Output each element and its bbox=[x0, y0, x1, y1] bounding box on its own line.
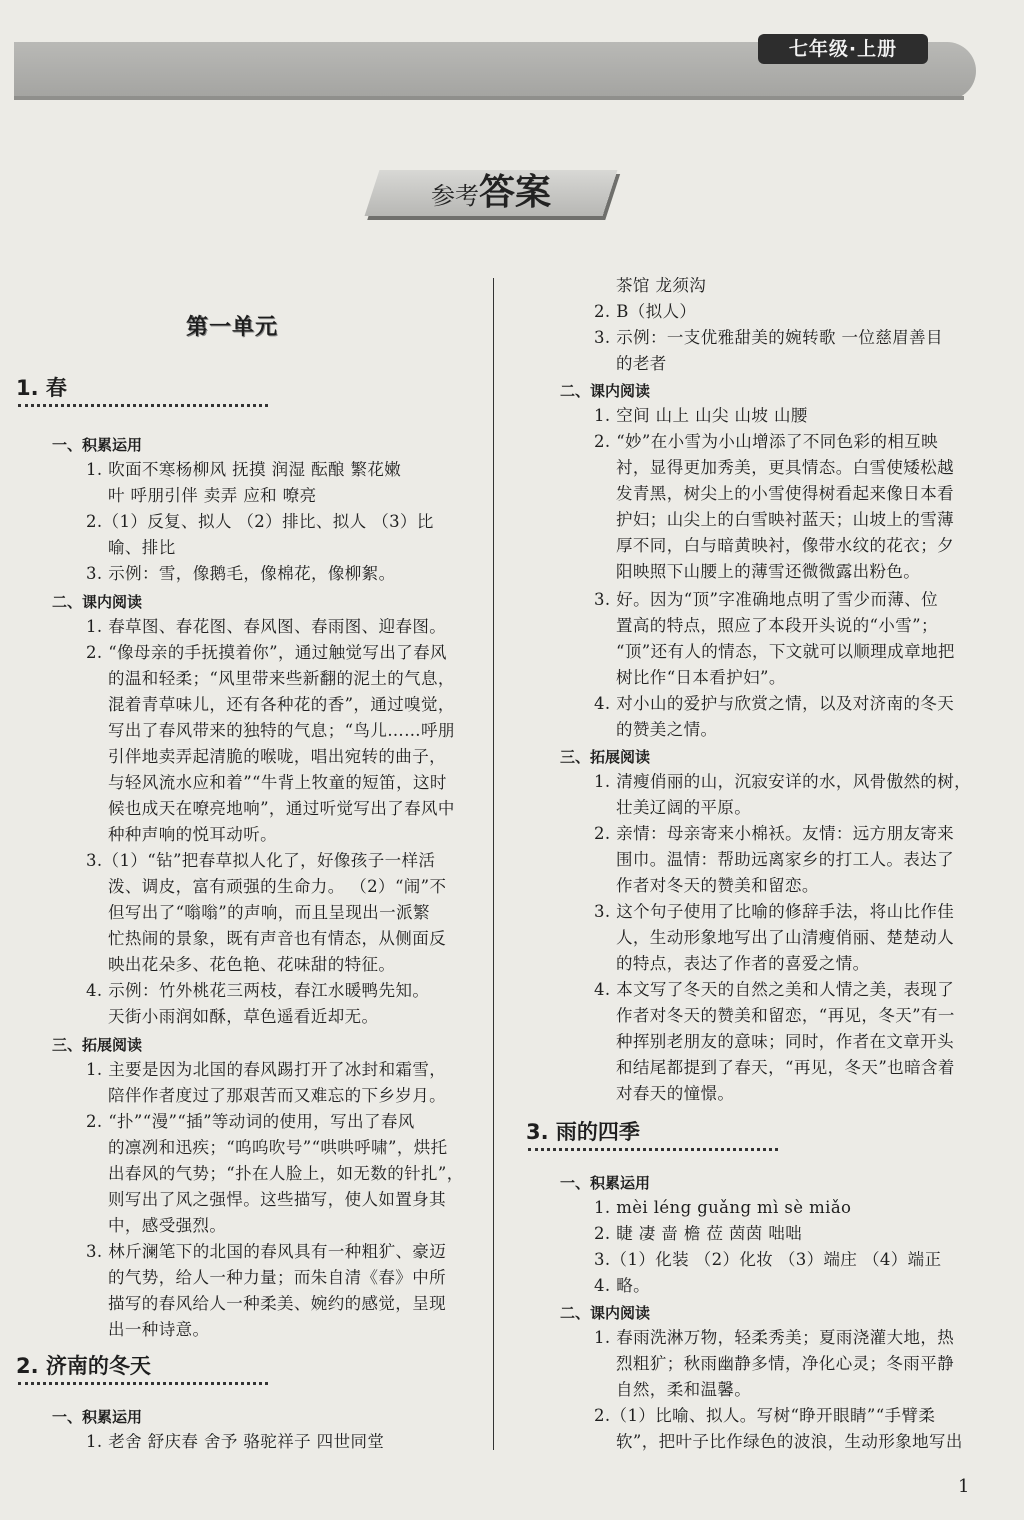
answer-line: 护妇；山尖上的白雪映衬蓝天；山坡上的雪薄 bbox=[616, 510, 954, 529]
answer-line: 衬，显得更加秀美，更具情态。白雪使矮松越 bbox=[616, 458, 954, 477]
answer-line: 1. 春雨洗淋万物，轻柔秀美；夏雨浇灌大地，热 bbox=[594, 1328, 955, 1347]
answer-line: 描写的春风给人一种柔美、婉约的感觉，呈现 bbox=[108, 1294, 446, 1313]
unit-title: 第一单元 bbox=[186, 315, 279, 340]
answer-line: 的温和轻柔；“风里带来些新翻的泥土的气息， bbox=[108, 669, 455, 688]
answer-line: 候也成天在嘹亮地响”，通过听觉写出了春风中 bbox=[108, 799, 455, 818]
answer-line: 的气势，给人一种力量；而朱自清《春》中所 bbox=[108, 1268, 446, 1287]
answer-line: 4. 对小山的爱护与欣赏之情，以及对济南的冬天 bbox=[594, 694, 955, 713]
answer-line: 茶馆 龙须沟 bbox=[616, 276, 707, 295]
answer-line: 围巾。温情：帮助远离家乡的打工人。表达了 bbox=[616, 850, 954, 869]
answer-line: 作者对冬天的赞美和留恋。 bbox=[616, 876, 819, 895]
answer-line: 泼、调皮，富有顽强的生命力。 （2）“闹”不 bbox=[108, 877, 447, 896]
section-heading: 二、课内阅读 bbox=[560, 1304, 651, 1322]
answer-line: 2. “扑”“漫”“插”等动词的使用，写出了春风 bbox=[86, 1112, 415, 1131]
section-heading: 三、拓展阅读 bbox=[52, 1036, 143, 1054]
answer-line: 2.（1）反复、拟人 （2）排比、拟人 （3）比 bbox=[86, 512, 434, 531]
answer-line: 写出了春风带来的独特的气息；“鸟儿……呼朋 bbox=[108, 721, 455, 740]
lesson-title: 3. 雨的四季 bbox=[526, 1120, 640, 1144]
answer-line: 3. 示例：雪，像鹅毛，像棉花，像柳絮。 bbox=[86, 564, 396, 583]
answer-line: 对春天的憧憬。 bbox=[616, 1084, 735, 1103]
answer-line: “顶”还有人的情态，下文就可以顺理成章地把 bbox=[616, 642, 955, 661]
answer-line: 的凛冽和迅疾；“呜呜吹号”“哄哄呼啸”，烘托 bbox=[108, 1138, 448, 1157]
answer-line: 发青黑，树尖上的小雪使得树看起来像日本看 bbox=[616, 484, 954, 503]
answer-line: 1. 空间 山上 山尖 山坡 山腰 bbox=[594, 406, 808, 425]
answer-line: 3. 林斤澜笔下的北国的春风具有一种粗犷、豪迈 bbox=[86, 1242, 447, 1261]
answer-line: 自然，柔和温馨。 bbox=[616, 1380, 752, 1399]
answer-line: 2. “像母亲的手抚摸着你”，通过触觉写出了春风 bbox=[86, 643, 447, 662]
answer-line: 3. 好。因为“顶”字准确地点明了雪少而薄、位 bbox=[594, 590, 939, 609]
answer-line: 烈粗犷；秋雨幽静多情，净化心灵；冬雨平静 bbox=[616, 1354, 954, 1373]
answer-line: 喻、排比 bbox=[108, 538, 176, 557]
answer-line: 的赞美之情。 bbox=[616, 720, 718, 739]
answer-line: 1. 清瘦俏丽的山，沉寂安详的水，风骨傲然的树， bbox=[594, 772, 972, 791]
answer-line: 2. “妙”在小雪为小山增添了不同色彩的相互映 bbox=[594, 432, 939, 451]
answer-line: 厚不同，白与暗黄映衬，像带水纹的花衣；夕 bbox=[616, 536, 954, 555]
answer-line: 映出花朵多、花色艳、花味甜的特征。 bbox=[108, 955, 396, 974]
answer-line: 2. B（拟人） bbox=[594, 302, 697, 321]
answer-line: 则写出了风之强悍。这些描写，使人如置身其 bbox=[108, 1190, 446, 1209]
section-heading: 二、课内阅读 bbox=[52, 593, 143, 611]
answer-line: 3.（1）化装 （2）化妆 （3）端庄 （4）端正 bbox=[594, 1250, 942, 1269]
title-dots bbox=[18, 404, 268, 407]
answer-line: 2. 睫 凄 啬 檐 莅 茵茵 咄咄 bbox=[594, 1224, 803, 1243]
answer-line: 3. 这个句子使用了比喻的修辞手法，将山比作佳 bbox=[594, 902, 955, 921]
answer-line: 2.（1）比喻、拟人。写树“睁开眼睛”“手臂柔 bbox=[594, 1406, 936, 1425]
grade-label: 七年级·上册 bbox=[758, 34, 928, 64]
answer-line: 的特点，表达了作者的喜爱之情。 bbox=[616, 954, 870, 973]
answer-title bbox=[372, 170, 610, 216]
section-heading: 一、积累运用 bbox=[560, 1174, 651, 1192]
answer-line: 中，感受强烈。 bbox=[108, 1216, 227, 1235]
answer-line: 3. 示例：一支优雅甜美的婉转歌 一位慈眉善目 bbox=[594, 328, 943, 347]
answer-line: 壮美辽阔的平原。 bbox=[616, 798, 752, 817]
answer-line: 阳映照下山腰上的薄雪还微微露出粉色。 bbox=[616, 562, 921, 581]
section-heading: 三、拓展阅读 bbox=[560, 748, 651, 766]
answer-line: 3.（1）“钻”把春草拟人化了，好像孩子一样活 bbox=[86, 851, 436, 870]
answer-line: 作者对冬天的赞美和留恋，“再见，冬天”有一 bbox=[616, 1006, 955, 1025]
page-number: 1 bbox=[958, 1476, 970, 1497]
answer-line: 陪伴作者度过了那艰苦而又难忘的下乡岁月。 bbox=[108, 1086, 446, 1105]
answer-line: 的老者 bbox=[616, 354, 667, 373]
section-heading: 二、课内阅读 bbox=[560, 382, 651, 400]
answer-line: 4. 略。 bbox=[594, 1276, 650, 1295]
answer-line: 1. 吹面不寒杨柳风 抚摸 润湿 酝酿 繁花嫩 bbox=[86, 460, 402, 479]
answer-line: 1. 主要是因为北国的春风踢打开了冰封和霜雪， bbox=[86, 1060, 447, 1079]
answer-line: 忙热闹的景象，既有声音也有情态，从侧面反 bbox=[108, 929, 446, 948]
answer-line: 和结尾都提到了春天，“再见，冬天”也暗含着 bbox=[616, 1058, 955, 1077]
answer-line: 软”，把叶子比作绿色的波浪，生动形象地写出 bbox=[616, 1432, 963, 1451]
title-dots bbox=[18, 1382, 268, 1385]
title-dots bbox=[528, 1148, 778, 1151]
answer-title-big: 答案 bbox=[478, 172, 551, 213]
answer-line: 1. 老舍 舒庆春 舍予 骆驼祥子 四世同堂 bbox=[86, 1432, 385, 1451]
header-band-shadow bbox=[14, 96, 964, 100]
answer-line: 4. 本文写了冬天的自然之美和人情之美，表现了 bbox=[594, 980, 955, 999]
column-divider bbox=[493, 278, 494, 1450]
lesson-title: 1. 春 bbox=[16, 376, 67, 400]
answer-line: 出一种诗意。 bbox=[108, 1320, 210, 1339]
answer-line: 4. 示例：竹外桃花三两枝，春江水暖鸭先知。 bbox=[86, 981, 430, 1000]
answer-line: 人，生动形象地写出了山清瘦俏丽、楚楚动人 bbox=[616, 928, 954, 947]
answer-line: 1. 春草图、春花图、春风图、春雨图、迎春图。 bbox=[86, 617, 447, 636]
answer-line: 引伴地卖弄起清脆的喉咙，唱出宛转的曲子， bbox=[108, 747, 446, 766]
answer-line: 种挥别老朋友的意味；同时，作者在文章开头 bbox=[616, 1032, 954, 1051]
answer-line: 种种声响的悦耳动听。 bbox=[108, 825, 277, 844]
answer-line: 出春风的气势；“扑在人脸上，如无数的针扎”， bbox=[108, 1164, 464, 1183]
answer-line: 但写出了“嗡嗡”的声响，而且呈现出一派繁 bbox=[108, 903, 430, 922]
answer-line: 叶 呼朋引伴 卖弄 应和 嘹亮 bbox=[108, 486, 317, 505]
section-heading: 一、积累运用 bbox=[52, 436, 143, 454]
section-heading: 一、积累运用 bbox=[52, 1408, 143, 1426]
answer-line: 混着青草味儿，还有各种花的香”，通过嗅觉， bbox=[108, 695, 455, 714]
lesson-title: 2. 济南的冬天 bbox=[16, 1354, 151, 1378]
answer-line: 1. mèi léng guǎng mì sè miǎo bbox=[594, 1198, 852, 1217]
answer-line: 与轻风流水应和着”“牛背上牧童的短笛，这时 bbox=[108, 773, 447, 792]
answer-line: 置高的特点，照应了本段开头说的“小雪”； bbox=[616, 616, 938, 635]
answer-line: 树比作“日本看护妇”。 bbox=[616, 668, 786, 687]
answer-line: 2. 亲情：母亲寄来小棉袄。友情：远方朋友寄来 bbox=[594, 824, 955, 843]
answer-line: 天街小雨润如酥，草色遥看近却无。 bbox=[108, 1007, 379, 1026]
answer-title-small: 参考 bbox=[430, 182, 479, 210]
